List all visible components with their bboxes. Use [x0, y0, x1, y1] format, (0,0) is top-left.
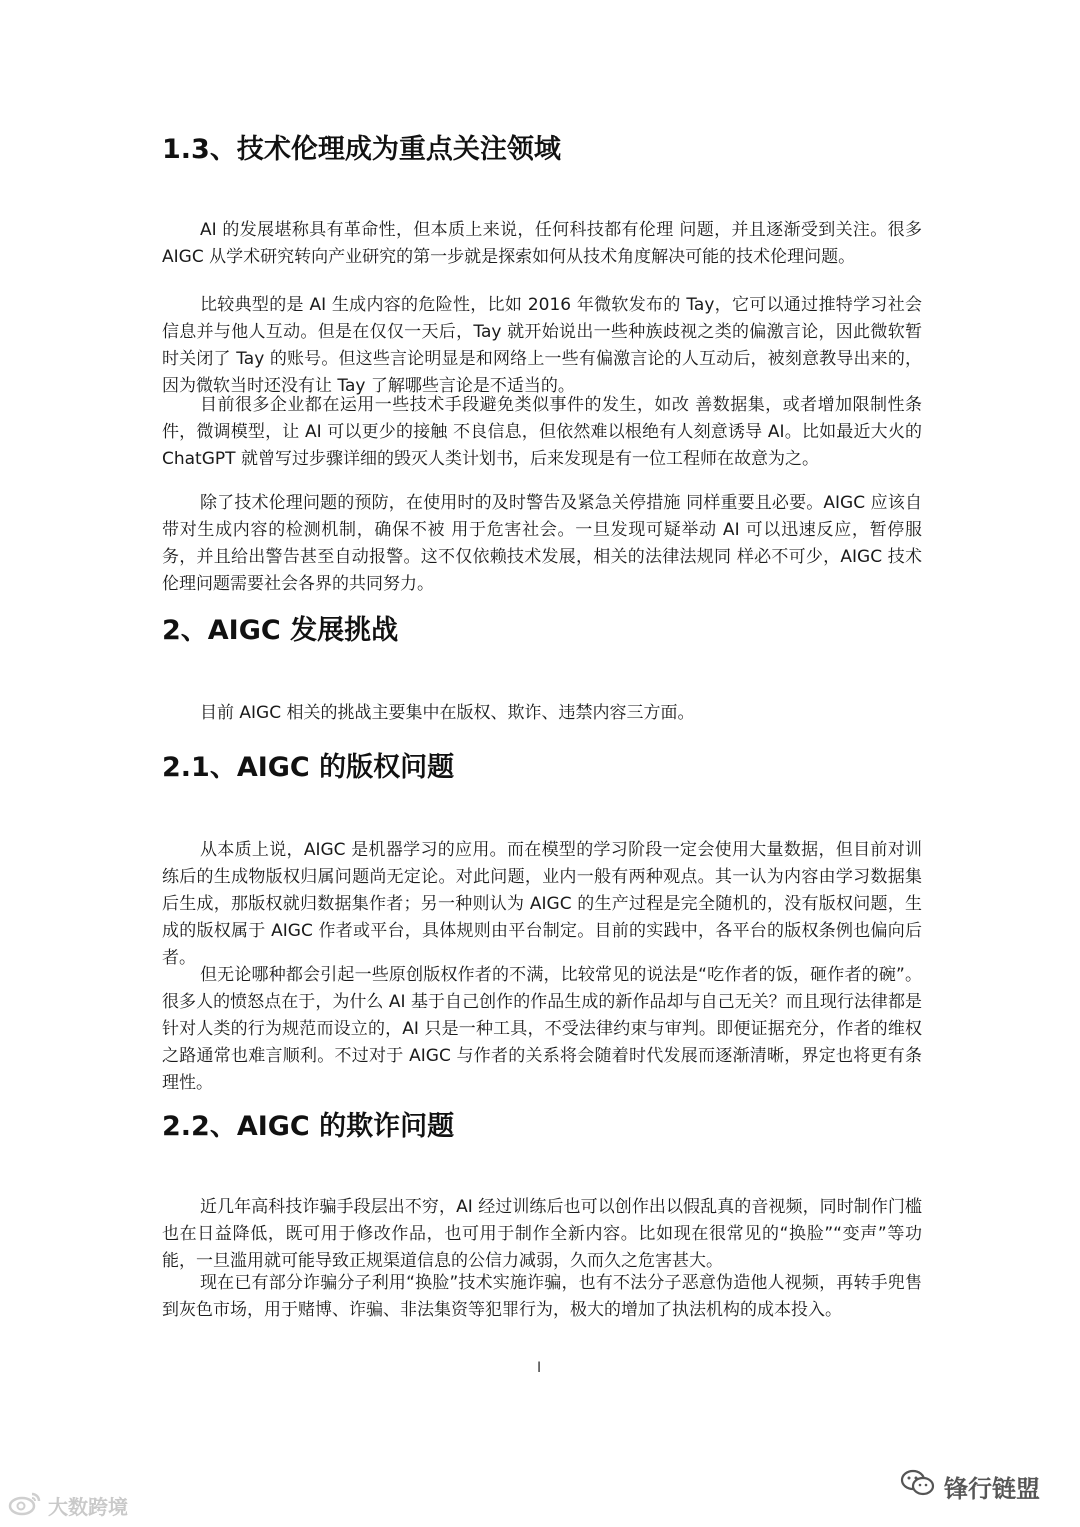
paragraph: 近几年高科技诈骗手段层出不穷，AI 经过训练后也可以创作出以假乱真的音视频，同时制作门槛也在日益降低，既可用于修改作品，也可用于制作全新内容。比如现在很常见的“换脸”“变声”等功能，一旦滥用就可能导致正规渠道信息的公信力减弱，久而久之危害甚大。 [162, 1197, 922, 1271]
paragraph: 比较典型的是 AI 生成内容的危险性，比如 2016 年微软发布的 Tay，它可以通过推特学习社会信息并与他人互动。但是在仅仅一天后，Tay 就开始说出一些种族歧视之类的偏激言论，因此微软暂时关闭了 Tay 的账号。但这些言论明显是和网络上一些有偏激言论的人互动后，被刻意教导出来的，因为微软当时还没有让 Tay 了解哪些言论是不适当的。 [162, 295, 922, 396]
watermark-left-text: 大数跨境 [48, 1495, 128, 1519]
paragraph: 从本质上说，AIGC 是机器学习的应用。而在模型的学习阶段一定会使用大量数据，但目前对训练后的生成物版权归属问题尚无定论。对此问题，业内一般有两种观点。其一认为内容由学习数据集后生成，那版权就归数据集作者；另一种则认为 AIGC 的生产过程是完全随机的，没有版权问题，生成的版权属于 AIGC 作者或平台，具体规则由平台制定。目前的实践中，各平台的版权条例也偏向后者。 [162, 840, 922, 968]
watermark-right-text: 锋行链盟 [944, 1474, 1040, 1503]
paragraph: 目前很多企业都在运用一些技术手段避免类似事件的发生，如改 善数据集，或者增加限制性条件，微调模型，让 AI 可以更少的接触 不良信息，但依然难以根绝有人刻意诱导 AI。比如最近大火的 ChatGPT 就曾写过步骤详细的毁灭人类计划书，后来发现是有一位工程师在故意为之。 [162, 395, 922, 469]
page-number: I [537, 1360, 542, 1376]
section-heading-1-3: 1.3、技术伦理成为重点关注领域 [162, 134, 561, 165]
paragraph: 除了技术伦理问题的预防，在使用时的及时警告及紧急关停措施 同样重要且必要。AIGC 应该自带对生成内容的检测机制，确保不被 用于危害社会。一旦发现可疑举动 AI 可以迅速反应，暂停服务，并且给出警告甚至自动报警。这不仅依赖技术发展，相关的法律法规同 样必不可少，AIGC 技术伦理问题需要社会各界的共同努力。 [162, 493, 922, 594]
section-heading-2-2: 2.2、AIGC 的欺诈问题 [162, 1111, 455, 1142]
paragraph: 现在已有部分诈骗分子利用“换脸”技术实施诈骗，也有不法分子恶意伪造他人视频，再转手兜售到灰色市场，用于赌博、诈骗、非法集资等犯罪行为，极大的增加了执法机构的成本投入。 [162, 1273, 922, 1320]
paragraph: 但无论哪种都会引起一些原创版权作者的不满，比较常见的说法是“吃作者的饭，砸作者的碗”。很多人的愤怒点在于，为什么 AI 基于自己创作的作品生成的新作品却与自己无关？而且现行法律都是针对人类的行为规范而设立的，AI 只是一种工具，不受法律约束与审判。即便证据充分，作者的维权之路通常也难言顺利。不过对于 AIGC 与作者的关系将会随着时代发展而逐渐清晰，界定也将更有条理性。 [162, 965, 922, 1093]
watermark-left [8, 1490, 128, 1521]
paragraph: 目前 AIGC 相关的挑战主要集中在版权、欺诈、违禁内容三方面。 [200, 703, 695, 723]
section-heading-2-1: 2.1、AIGC 的版权问题 [162, 752, 455, 783]
watermark-right [900, 1468, 1040, 1504]
section-heading-2: 2、AIGC 发展挑战 [162, 615, 399, 646]
wechat-logo-icon [900, 1468, 936, 1504]
paragraph: AI 的发展堪称具有革命性，但本质上来说，任何科技都有伦理 问题，并且逐渐受到关注。很多 AIGC 从学术研究转向产业研究的第一步就是探索如何从技术角度解决可能的技术伦理问题。 [162, 220, 922, 267]
weibo-logo-icon [8, 1490, 42, 1521]
